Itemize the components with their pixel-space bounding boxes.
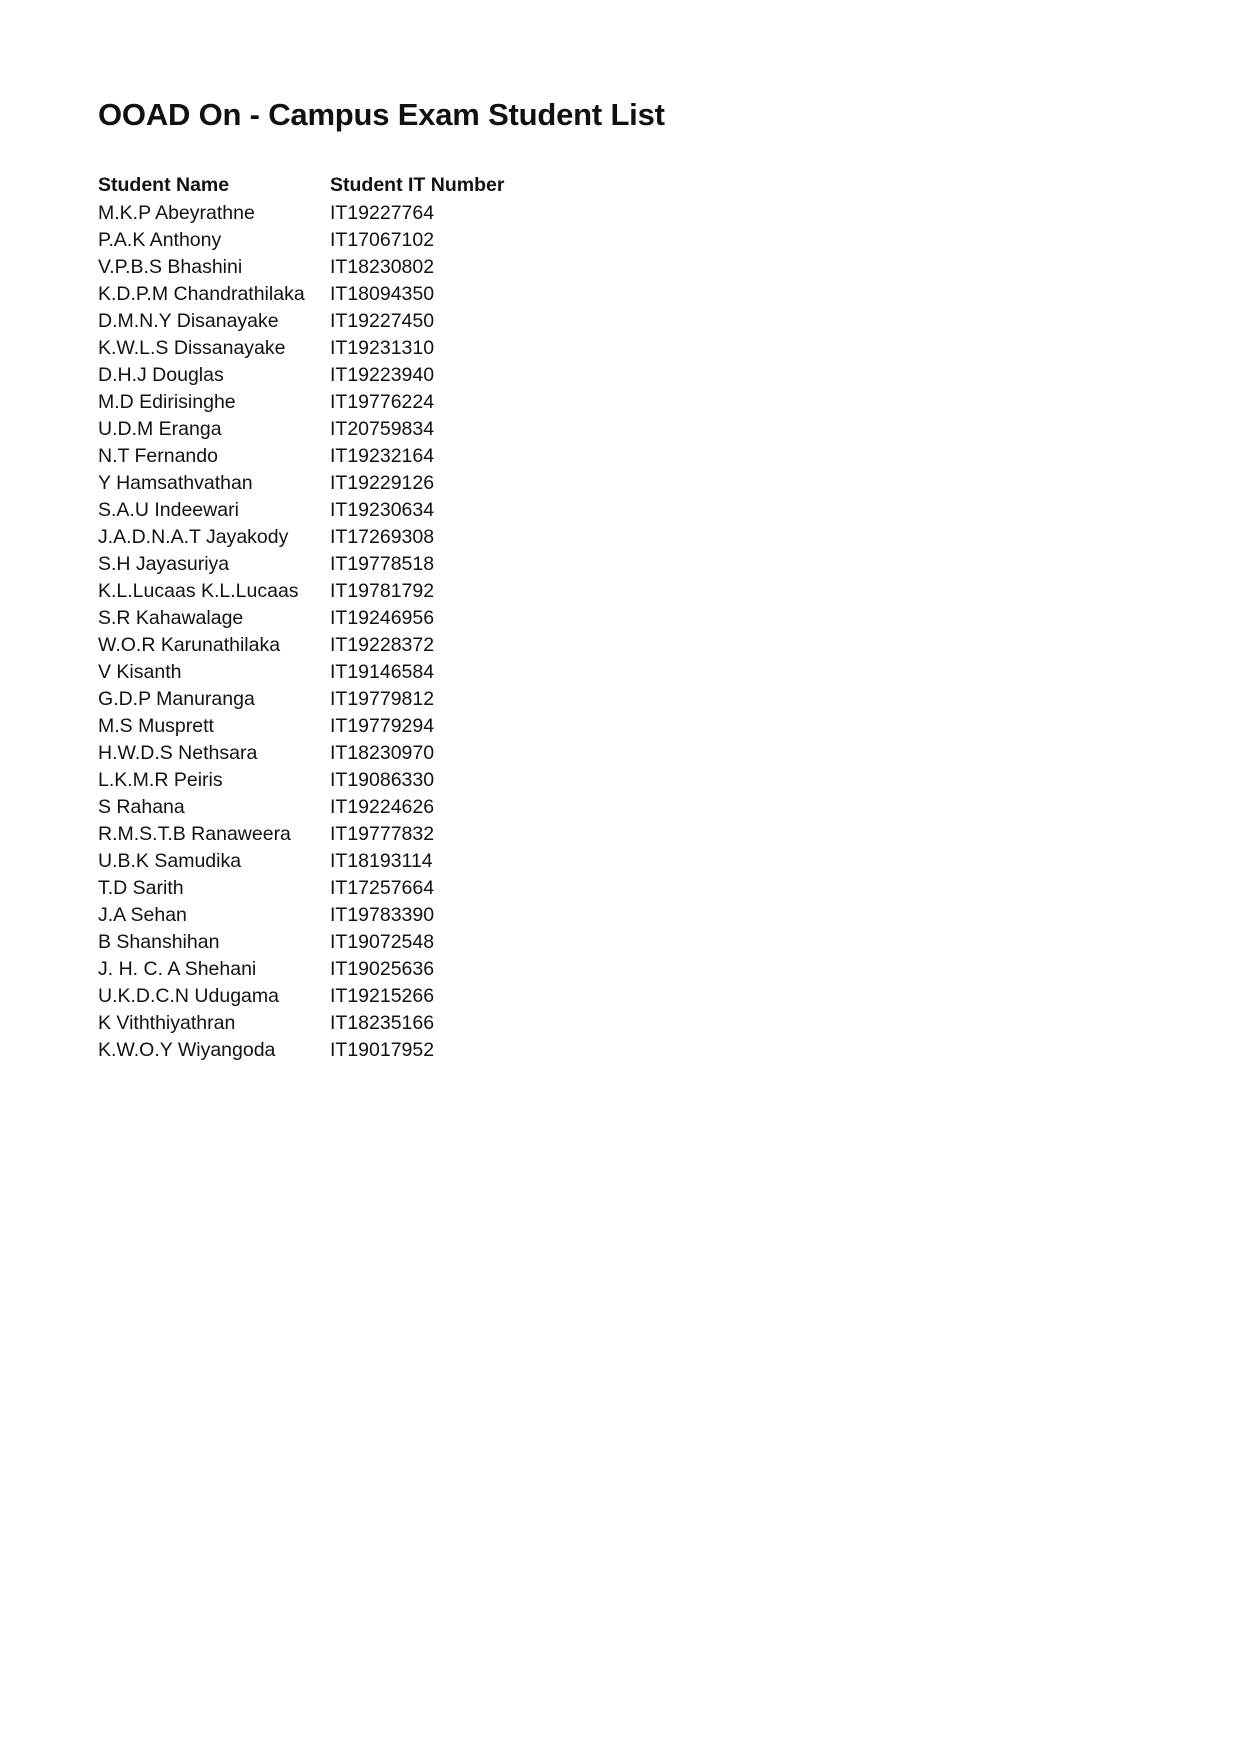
table-row — [98, 416, 658, 443]
cell-student-it-number: IT19224626 — [330, 795, 435, 818]
cell-student-name: M.D Edirisinghe — [98, 390, 236, 413]
table-row — [98, 470, 658, 497]
cell-student-it-number: IT19779812 — [330, 687, 435, 710]
cell-student-it-number: IT17269308 — [330, 525, 435, 548]
cell-student-it-number: IT17067102 — [330, 228, 435, 251]
column-header-student-name: Student Name — [98, 173, 230, 196]
table-row — [98, 443, 658, 470]
table-row — [98, 929, 658, 956]
table-row — [98, 875, 658, 902]
cell-student-it-number: IT19232164 — [330, 444, 435, 467]
cell-student-name: S.R Kahawalage — [98, 606, 244, 629]
table-row — [98, 767, 658, 794]
cell-student-name: K.D.P.M Chandrathilaka — [98, 282, 305, 305]
cell-student-it-number: IT20759834 — [330, 417, 435, 440]
cell-student-it-number: IT17257664 — [330, 876, 435, 899]
cell-student-it-number: IT19231310 — [330, 336, 435, 359]
table-row — [98, 497, 658, 524]
cell-student-name: B Shanshihan — [98, 930, 220, 953]
table-row — [98, 335, 658, 362]
table-row — [98, 200, 658, 227]
table-row — [98, 902, 658, 929]
cell-student-it-number: IT19215266 — [330, 984, 435, 1007]
cell-student-name: H.W.D.S Nethsara — [98, 741, 258, 764]
page-title: OOAD On - Campus Exam Student List — [98, 97, 665, 132]
cell-student-it-number: IT18230970 — [330, 741, 435, 764]
table-row — [98, 848, 658, 875]
cell-student-name: N.T Fernando — [98, 444, 218, 467]
table-row — [98, 659, 658, 686]
student-list-table — [98, 171, 658, 1064]
cell-student-name: K Viththiyathran — [98, 1011, 236, 1034]
cell-student-name: S Rahana — [98, 795, 185, 818]
cell-student-it-number: IT18094350 — [330, 282, 435, 305]
cell-student-name: R.M.S.T.B Ranaweera — [98, 822, 291, 845]
cell-student-name: U.B.K Samudika — [98, 849, 242, 872]
table-row — [98, 254, 658, 281]
cell-student-it-number: IT19227450 — [330, 309, 435, 332]
cell-student-name: P.A.K Anthony — [98, 228, 222, 251]
cell-student-it-number: IT19781792 — [330, 579, 435, 602]
cell-student-it-number: IT19779294 — [330, 714, 435, 737]
cell-student-it-number: IT19146584 — [330, 660, 435, 683]
cell-student-it-number: IT19778518 — [330, 552, 435, 575]
cell-student-name: G.D.P Manuranga — [98, 687, 255, 710]
cell-student-it-number: IT19223940 — [330, 363, 435, 386]
table-row — [98, 605, 658, 632]
table-row — [98, 524, 658, 551]
table-row — [98, 983, 658, 1010]
cell-student-it-number: IT19086330 — [330, 768, 435, 791]
cell-student-name: U.D.M Eranga — [98, 417, 222, 440]
table-row — [98, 308, 658, 335]
cell-student-it-number: IT19776224 — [330, 390, 435, 413]
cell-student-it-number: IT18235166 — [330, 1011, 435, 1034]
table-row — [98, 1010, 658, 1037]
table-body — [98, 200, 658, 1064]
cell-student-it-number: IT19025636 — [330, 957, 435, 980]
cell-student-name: K.W.O.Y Wiyangoda — [98, 1038, 276, 1061]
cell-student-name: Y Hamsathvathan — [98, 471, 253, 494]
cell-student-name: K.L.Lucaas K.L.Lucaas — [98, 579, 299, 602]
cell-student-name: J. H. C. A Shehani — [98, 957, 257, 980]
cell-student-name: K.W.L.S Dissanayake — [98, 336, 286, 359]
cell-student-name: W.O.R Karunathilaka — [98, 633, 281, 656]
cell-student-name: J.A Sehan — [98, 903, 187, 926]
cell-student-it-number: IT19072548 — [330, 930, 435, 953]
cell-student-it-number: IT19229126 — [330, 471, 435, 494]
cell-student-name: U.K.D.C.N Udugama — [98, 984, 279, 1007]
cell-student-name: V Kisanth — [98, 660, 182, 683]
cell-student-it-number: IT19783390 — [330, 903, 435, 926]
table-row — [98, 632, 658, 659]
cell-student-name: J.A.D.N.A.T Jayakody — [98, 525, 289, 548]
cell-student-name: M.S Musprett — [98, 714, 214, 737]
table-header-row — [98, 171, 658, 200]
cell-student-name: V.P.B.S Bhashini — [98, 255, 243, 278]
table-row — [98, 713, 658, 740]
column-header-student-it-number: Student IT Number — [330, 173, 505, 196]
cell-student-name: D.M.N.Y Disanayake — [98, 309, 279, 332]
table-row — [98, 362, 658, 389]
cell-student-it-number: IT19017952 — [330, 1038, 435, 1061]
table-row — [98, 956, 658, 983]
table-row — [98, 227, 658, 254]
cell-student-it-number: IT19246956 — [330, 606, 435, 629]
table-row — [98, 281, 658, 308]
table-header — [98, 171, 658, 200]
table-row — [98, 686, 658, 713]
table-row — [98, 1037, 658, 1064]
table-row — [98, 551, 658, 578]
table-row — [98, 821, 658, 848]
cell-student-name: T.D Sarith — [98, 876, 184, 899]
cell-student-it-number: IT19227764 — [330, 201, 435, 224]
cell-student-it-number: IT19228372 — [330, 633, 435, 656]
cell-student-it-number: IT19777832 — [330, 822, 435, 845]
cell-student-name: D.H.J Douglas — [98, 363, 224, 386]
table-row — [98, 389, 658, 416]
cell-student-name: M.K.P Abeyrathne — [98, 201, 255, 224]
cell-student-it-number: IT19230634 — [330, 498, 435, 521]
cell-student-name: S.H Jayasuriya — [98, 552, 230, 575]
cell-student-name: S.A.U Indeewari — [98, 498, 239, 521]
table-row — [98, 578, 658, 605]
cell-student-it-number: IT18230802 — [330, 255, 435, 278]
table-row — [98, 794, 658, 821]
cell-student-it-number: IT18193114 — [330, 849, 433, 872]
table-row — [98, 740, 658, 767]
cell-student-name: L.K.M.R Peiris — [98, 768, 223, 791]
